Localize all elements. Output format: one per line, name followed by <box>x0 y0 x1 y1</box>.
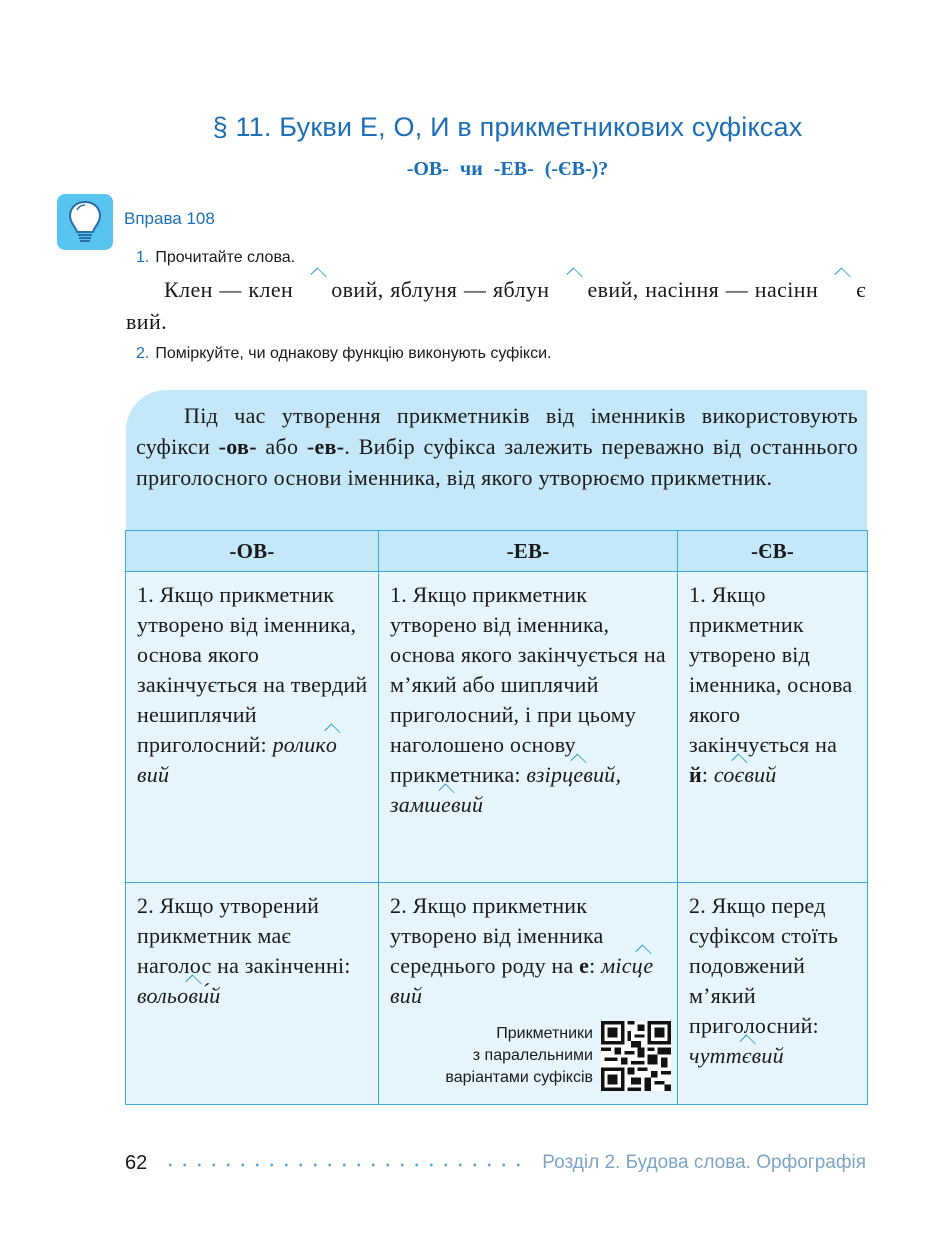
stressed-letter: є <box>735 760 745 790</box>
qr-block[interactable] <box>390 1021 671 1091</box>
letter-e: е <box>579 953 590 978</box>
task-2-text: Поміркуйте, чи однакову функцію виконують суфікси. <box>155 345 552 362</box>
example-fragment: міс <box>601 953 632 978</box>
rule-fragment: Під час утворення прикметників від іменників використовують суфікси <box>136 403 858 459</box>
stressed-letter: е <box>441 790 451 820</box>
table-row <box>126 883 868 1105</box>
qr-code-icon[interactable] <box>601 1021 671 1091</box>
page-number: 62 <box>125 1152 148 1174</box>
qr-label <box>445 1023 593 1089</box>
word-fragment: Клен — клен <box>164 277 294 302</box>
example-fragment: вий <box>751 1043 784 1068</box>
stressed-letter: е <box>573 760 583 790</box>
stressed-letter: о <box>326 730 337 760</box>
qr-label-line: з паралельними <box>472 1047 593 1064</box>
page-title: § 11. Букви Е, О, И в прикметникових суфіксах <box>212 112 803 142</box>
suffix-ov: -ов- <box>218 434 257 459</box>
qr-label-line: варіантами суфіксів <box>445 1069 593 1086</box>
stressed-letter: е <box>549 274 597 306</box>
task-1-text: Прочитайте слова. <box>155 249 296 266</box>
task-2-number: 2. <box>136 345 150 362</box>
rule-fragment: або <box>256 434 307 459</box>
qr-label-line: Прикметники <box>496 1025 593 1042</box>
example-fragment: вий <box>451 792 484 817</box>
example-fragment: со <box>713 762 735 787</box>
exercise-label: Вправа 108 <box>124 209 215 228</box>
cell-ev-1 <box>379 572 678 883</box>
header-yev: -ЄВ- <box>678 531 868 572</box>
rule-fragment: . Вибір суфікса залежить переважно від останнього приголосного основи іменника, від якого утворюємо прикметник. <box>136 434 859 490</box>
footer-dots <box>163 1163 525 1167</box>
example-fragment: взірц <box>526 762 574 787</box>
header-ov: -ОВ- <box>126 531 379 572</box>
example-fragment: ролик <box>272 732 326 757</box>
word-fragment: вий, насіння — насінн <box>597 277 819 302</box>
cell-yev-2 <box>678 883 868 1105</box>
cell-text: 2. Якщо утворений прикметник має наголос на закінченні: <box>137 893 351 978</box>
lightbulb-icon <box>57 194 113 250</box>
example-fragment: вий <box>390 983 423 1008</box>
example-fragment: чутт <box>689 1043 742 1068</box>
cell-text: 1. Якщо прикметник утворено від іменника, основа якого закінчується на твердий нешиплячий приголосний: <box>137 582 368 757</box>
example-fragment: вий <box>137 762 170 787</box>
stressed-letter: це <box>632 951 654 981</box>
cell-text: 1. Якщо прикметник утворено від іменника, основа якого закінчується на м’який або шиплячий приголосний, і при цьому наголошено основу прикметника: <box>390 582 666 787</box>
letter-y: й <box>689 762 702 787</box>
footer-section-title: Розділ 2. Будова слова. Орфографія <box>542 1152 866 1173</box>
cell-ov-2 <box>126 883 379 1105</box>
cell-text: 1. Якщо прикметник утворено від іменника, основа якого закінчується на <box>689 582 853 757</box>
word-fragment: вий. <box>126 309 168 334</box>
task-1-number: 1. <box>136 249 150 266</box>
word-fragment: вий, яблуня — яблун <box>342 277 550 302</box>
cell-text: 2. Якщо прикметник утворено від іменника середнього роду на <box>390 893 604 978</box>
header-ev: -ЕВ- <box>379 531 678 572</box>
example-fragment: замш <box>390 792 442 817</box>
example-fragment: вий, <box>583 762 622 787</box>
task-2 <box>136 345 551 363</box>
stressed-letter: є <box>742 1041 752 1071</box>
suffix-table <box>125 530 868 1105</box>
example-fragment: вольо <box>137 983 189 1008</box>
cell-ov-1 <box>126 572 379 883</box>
task-1 <box>136 249 295 267</box>
cell-text: 2. Якщо перед суфіксом стоїть подовжений м’який приголосний: <box>689 893 839 1038</box>
example-fragment: вий <box>744 762 777 787</box>
suffix-ev: -ев- <box>306 434 345 459</box>
stressed-letter: о <box>293 274 342 306</box>
cell-text: : <box>701 762 714 787</box>
table-header-row <box>126 531 868 572</box>
cell-ev-2 <box>379 883 678 1105</box>
example-fragment: и́й <box>198 983 221 1008</box>
page-subtitle: -ОВ- чи -ЕВ- (-ЄВ-)? <box>406 158 609 180</box>
stressed-letter: в <box>188 981 198 1011</box>
cell-text: : <box>589 953 602 978</box>
exercise-words <box>126 274 866 338</box>
table-row <box>126 572 868 883</box>
rule-text <box>136 400 858 493</box>
stressed-letter: є <box>818 274 866 306</box>
cell-yev-1 <box>678 572 868 883</box>
